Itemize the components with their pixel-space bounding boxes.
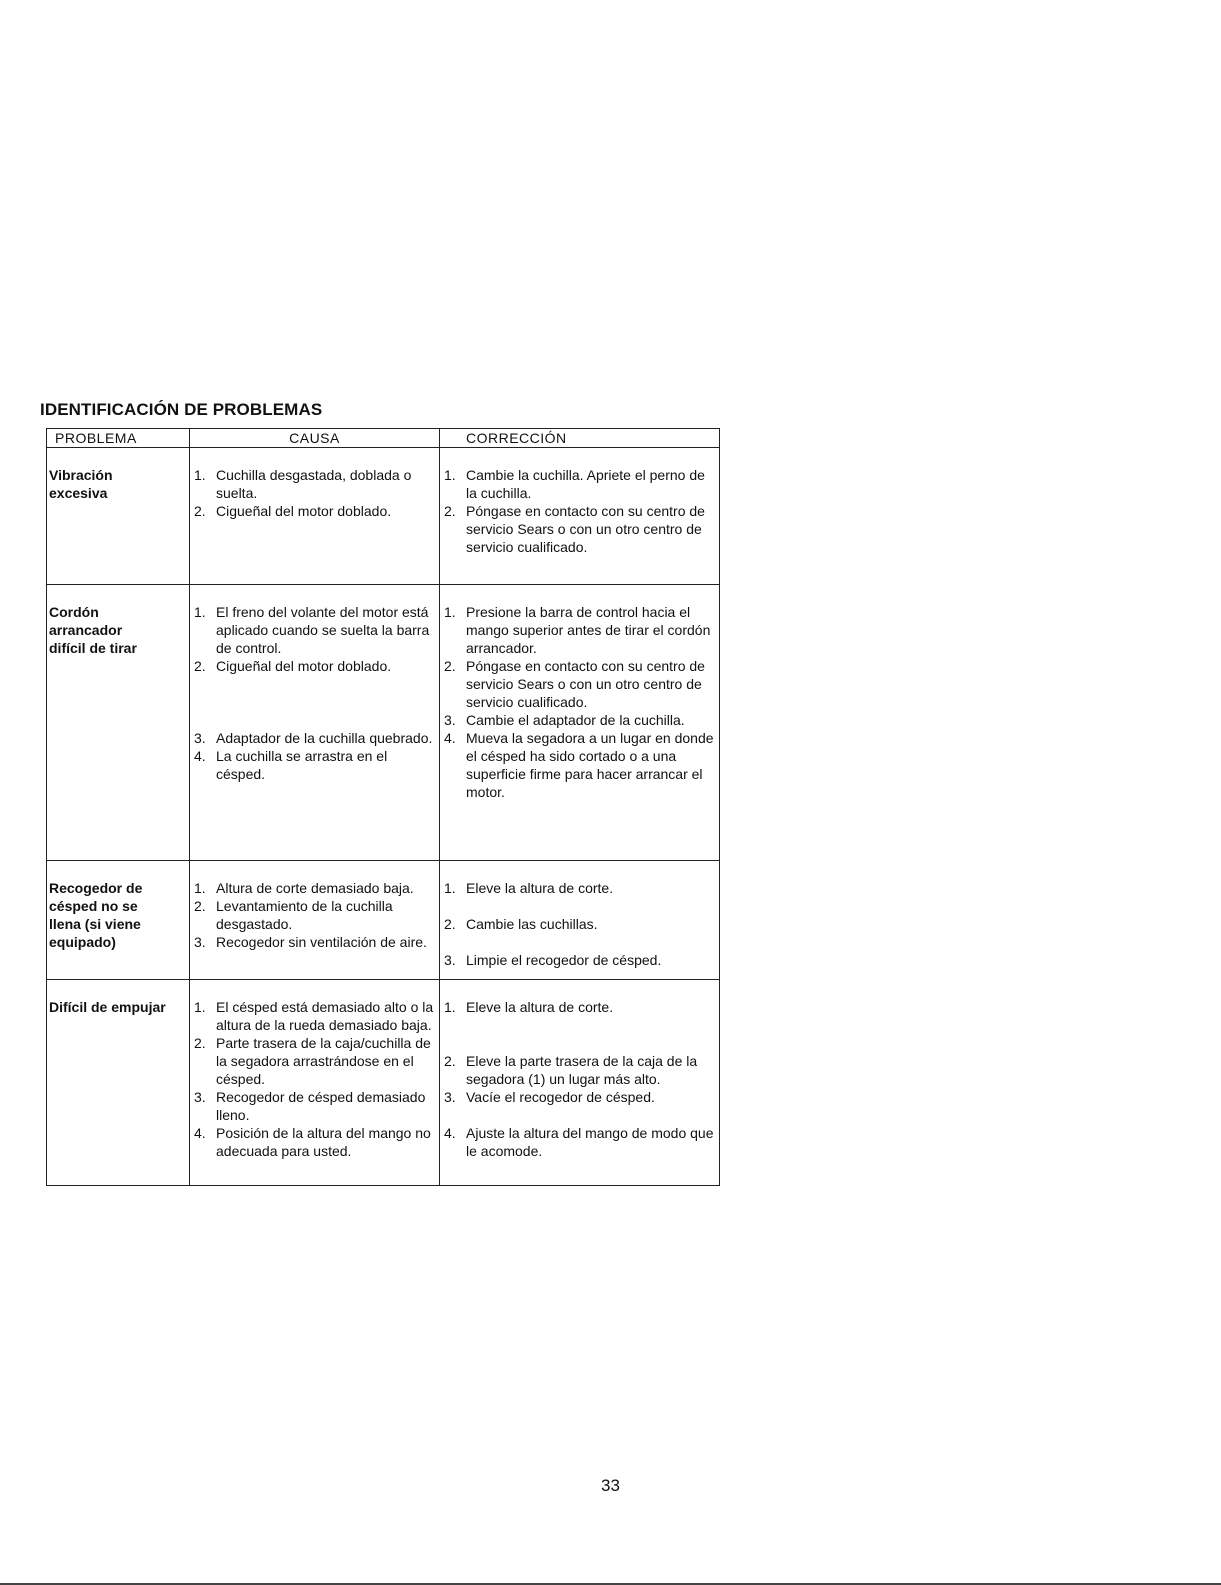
header-problema: PROBLEMA bbox=[47, 429, 190, 448]
cause-cell bbox=[190, 585, 440, 861]
problem-line: Recogedor de bbox=[49, 880, 143, 896]
table-row bbox=[47, 448, 720, 585]
problem-line: Cordón bbox=[49, 604, 99, 620]
list-item: 4. Posición de la altura del mango no adecuada para usted. bbox=[194, 1125, 431, 1159]
list-item: 2. Cigueñal del motor doblado. bbox=[194, 503, 392, 519]
list-item: 1. Eleve la altura de corte. bbox=[444, 999, 614, 1015]
list-item: 3. Recogedor sin ventilación de aire. bbox=[194, 934, 427, 950]
list-item: 1. Eleve la altura de corte. bbox=[444, 880, 614, 896]
section-title: IDENTIFICACIÓN DE PROBLEMAS bbox=[40, 400, 323, 419]
problem-line: arrancador bbox=[49, 622, 123, 638]
list-item: 2. Eleve la parte trasera de la caja de la segadora (1) un lugar más alto. bbox=[444, 1053, 698, 1087]
list-item: 2. Parte trasera de la caja/cuchilla de la segadora arrastrándose en el césped. bbox=[194, 1035, 431, 1087]
list-item: 3. Recogedor de césped demasiado lleno. bbox=[194, 1089, 426, 1123]
header-correccion: CORRECCIÓN bbox=[440, 429, 720, 448]
table-header-row bbox=[47, 429, 720, 448]
correction-cell bbox=[440, 448, 720, 585]
table-row bbox=[47, 585, 720, 861]
list-item: 2. Cambie las cuchillas. bbox=[444, 916, 598, 932]
cause-cell bbox=[190, 980, 440, 1186]
problem-cell bbox=[47, 980, 190, 1186]
problem-cell bbox=[47, 585, 190, 861]
page-number: 33 bbox=[601, 1476, 620, 1495]
problem-cell bbox=[47, 861, 190, 980]
list-item: 1. Presione la barra de control hacia el mango superior antes de tirar el cordón arrancador. bbox=[444, 604, 711, 656]
list-item: 2. Levantamiento de la cuchilla desgastado. bbox=[194, 898, 393, 932]
correction-cell bbox=[440, 980, 720, 1186]
list-item: 2. Cigueñal del motor doblado. bbox=[194, 658, 392, 674]
problem-line: Vibración bbox=[49, 467, 113, 483]
list-item: 3. Cambie el adaptador de la cuchilla. bbox=[444, 712, 685, 728]
table-row bbox=[47, 861, 720, 980]
problem-line: Difícil de empujar bbox=[49, 999, 166, 1015]
correction-cell bbox=[440, 585, 720, 861]
list-item: 1. El césped está demasiado alto o la altura de la rueda demasiado baja. bbox=[194, 999, 434, 1033]
problem-line: llena (si viene bbox=[49, 916, 141, 932]
header-causa: CAUSA bbox=[190, 429, 440, 448]
list-item: 2. Póngase en contacto con su centro de servicio Sears o con un otro centro de servicio cualificado. bbox=[444, 503, 705, 555]
cause-cell bbox=[190, 448, 440, 585]
troubleshooting-table bbox=[46, 428, 720, 1186]
list-item: 2. Póngase en contacto con su centro de servicio Sears o con un otro centro de servicio cualificado. bbox=[444, 658, 705, 710]
problem-line: equipado) bbox=[49, 934, 116, 950]
table-row bbox=[47, 980, 720, 1186]
list-item: 1. Altura de corte demasiado baja. bbox=[194, 880, 414, 896]
list-item: 3. Adaptador de la cuchilla quebrado. bbox=[194, 730, 433, 746]
problem-cell bbox=[47, 448, 190, 585]
cause-cell bbox=[190, 861, 440, 980]
list-item: 4. Ajuste la altura del mango de modo que le acomode. bbox=[444, 1125, 714, 1159]
list-item: 1. Cambie la cuchilla. Apriete el perno de la cuchilla. bbox=[444, 467, 705, 501]
list-item: 1. Cuchilla desgastada, doblada o suelta. bbox=[194, 467, 412, 501]
list-item: 3. Vacíe el recogedor de césped. bbox=[444, 1089, 655, 1105]
list-item: 1. El freno del volante del motor está aplicado cuando se suelta la barra de control. bbox=[194, 604, 430, 656]
list-item: 4. Mueva la segadora a un lugar en donde el césped ha sido cortado o a una superficie firme para hacer arrancar el motor. bbox=[444, 730, 714, 800]
list-item: 3. Limpie el recogedor de césped. bbox=[444, 952, 662, 968]
problem-line: excesiva bbox=[49, 485, 108, 501]
list-item: 4. La cuchilla se arrastra en el césped. bbox=[194, 748, 388, 782]
problem-line: césped no se bbox=[49, 898, 138, 914]
problem-line: difícil de tirar bbox=[49, 640, 137, 656]
correction-cell bbox=[440, 861, 720, 980]
